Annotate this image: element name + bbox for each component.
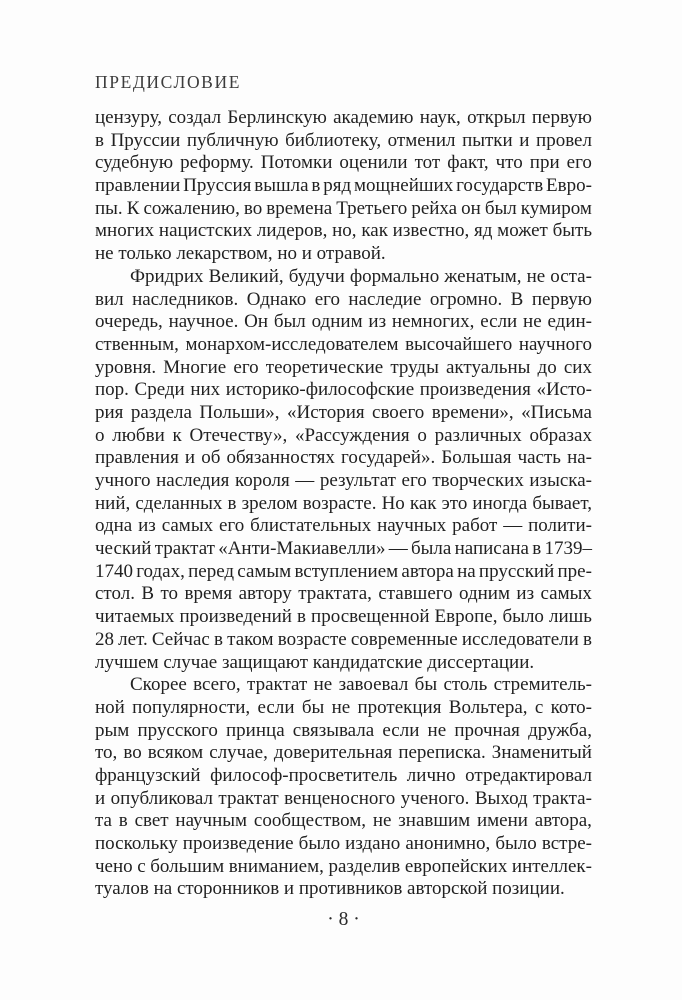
- text-line: стол. В то время автору трактата, ставшего одним из самых: [95, 583, 592, 605]
- text-line: та в свет научным сообществом, не знавшим имени автора,: [95, 810, 592, 832]
- text-line: правления и об обязанностях государей». Большая часть на-: [95, 447, 592, 469]
- text-line: ний, сделанных в зрелом возрасте. Но как это иногда бывает,: [95, 492, 592, 514]
- text-line: пор. Среди них историко-философские произведения «Исто-: [95, 379, 592, 401]
- text-line: правлении Пруссия вышла в ряд мощнейших государств Евро-: [95, 175, 592, 197]
- page-number: · 8 ·: [327, 909, 360, 930]
- text-line: одна из самых его блистательных научных работ — полити-: [95, 515, 592, 537]
- text-line: очередь, научное. Он был одним из немногих, если не един-: [95, 311, 592, 333]
- text-line: ной популярности, если бы не протекция Вольтера, с кото-: [95, 696, 592, 718]
- page-body: [95, 107, 592, 901]
- running-header: ПРЕДИСЛОВИЕ: [95, 72, 241, 92]
- text-line: в Пруссии публичную библиотеку, отменил пытки и провел: [95, 129, 592, 151]
- text-line: Скорее всего, трактат не завоевал бы столь стремитель-: [130, 674, 592, 696]
- text-line: чено с большим вниманием, разделив европейских интеллек-: [95, 855, 592, 877]
- text-line: 1740 годах, перед самым вступлением автора на прусский пре-: [95, 560, 592, 582]
- text-line: французский философ-просветитель лично отредактировал: [95, 764, 592, 786]
- text-line: рия раздела Польши», «История своего времени», «Письма: [95, 401, 592, 423]
- text-line: читаемых произведений в просвещенной Европе, было лишь: [95, 606, 592, 628]
- text-line: то, во всяком случае, доверительная переписка. Знаменитый: [95, 742, 592, 764]
- text-line: судебную реформу. Потомки оценили тот факт, что при его: [95, 152, 592, 174]
- text-line: учного наследия короля — результат его творческих изыска-: [95, 470, 592, 491]
- text-line: многих нацистских лидеров, но, как известно, яд может быть: [95, 220, 592, 242]
- text-line: и опубликовал трактат венценосного ученого. Выход тракта-: [95, 787, 592, 809]
- text-line: поскольку произведение было издано анонимно, было встре-: [95, 833, 592, 854]
- text-line: вил наследников. Однако его наследие огромно. В первую: [95, 288, 592, 310]
- text-line: не только лекарством, но и отравой.: [95, 243, 386, 265]
- text-line: ческий трактат «Анти-Макиавелли» — была написана в 1739–: [95, 538, 592, 560]
- text-line: 28 лет. Сейчас в таком возрасте современные исследователи в: [95, 628, 592, 650]
- text-line: Фридрих Великий, будучи формально женатым, не оста-: [130, 265, 592, 287]
- text-line: цензуру, создал Берлинскую академию наук, открыл первую: [95, 107, 592, 128]
- text-line: рым прусского принца связывала если не прочная дружба,: [95, 719, 592, 741]
- text-line: о любви к Отечеству», «Рассуждения о различных образах: [95, 424, 592, 446]
- text-line: уровня. Многие его теоретические труды актуальны до сих: [95, 356, 592, 378]
- text-line: пы. К сожалению, во времена Третьего рейха он был кумиром: [95, 197, 592, 219]
- text-line: ственным, монархом-исследователем высочайшего научного: [95, 333, 592, 355]
- text-line: туалов на сторонников и противников авторской позиции.: [95, 878, 565, 900]
- text-line: лучшем случае защищают кандидатские диссертации.: [95, 651, 535, 673]
